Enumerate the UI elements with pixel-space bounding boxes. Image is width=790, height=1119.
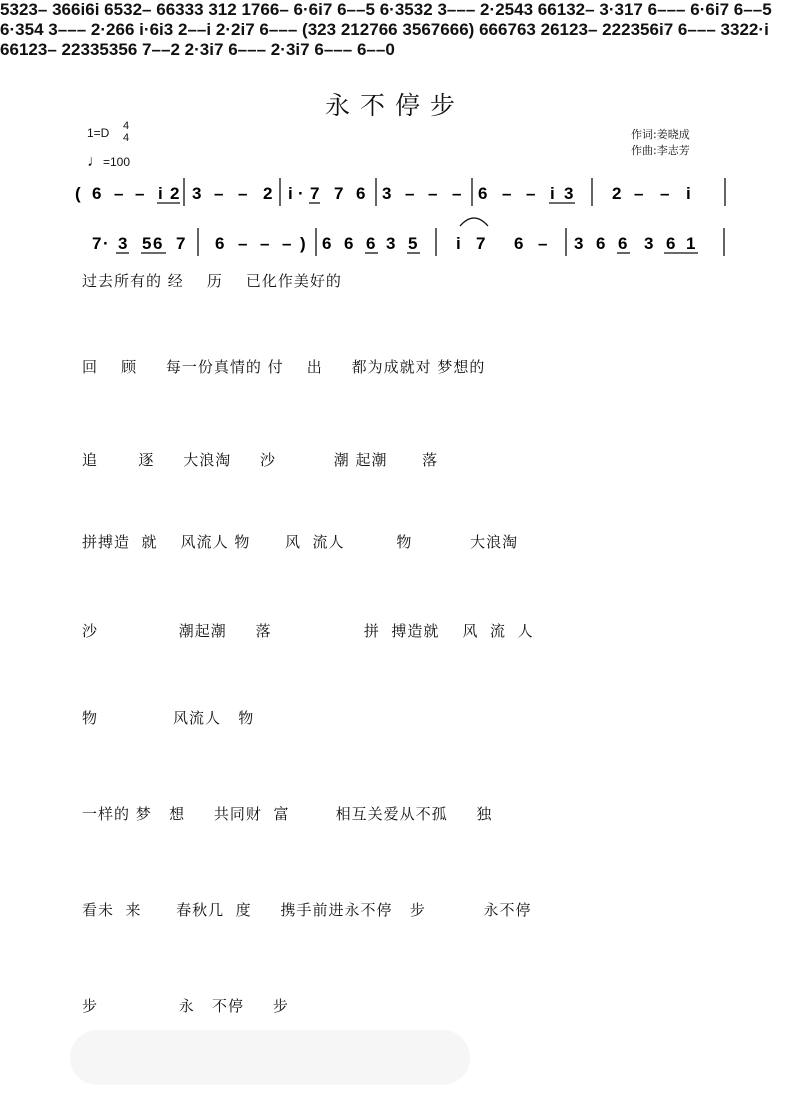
time-signature-bottom: 4	[123, 132, 130, 144]
score-row-1: ( 6 – – i 2 3 – – 2 i · 7 7 6 3 – – – 6 – – i 3 2 – – i	[75, 184, 691, 203]
quarter-note-icon: ♩	[87, 153, 103, 170]
lyric-line-5: 拼搏造 就 风流人 物 风 流人 物 大浪淘	[82, 533, 519, 551]
lyric-line-2: 过去所有的 经 历 已化作美好的	[82, 272, 342, 290]
lyric-line-7: 物 风流人 物	[82, 709, 255, 727]
tempo-value: =100	[103, 155, 131, 169]
score-row-10: 6––– 2·3i7 6––– 6––0	[228, 40, 395, 59]
score-row-5: 2·2543 66132– 3·317 6––– 6·6i7	[480, 0, 730, 19]
song-title: 永不停步	[324, 91, 465, 120]
key-signature: 1=D	[87, 126, 110, 140]
score-row-7: 2––i 2·2i7 6––– (323 212766 3567666)	[177, 20, 475, 39]
scan-smudge	[70, 1030, 470, 1085]
score-row-8: 666763 26123– 222356i7 6–––	[479, 20, 716, 39]
lyric-line-6: 沙 潮起潮 落 拼 搏造就 风 流 人	[82, 622, 534, 640]
lyric-line-10: 步 永 不停 步	[82, 997, 289, 1015]
lyric-line-4: 追 逐 大浪淘 沙 潮 起潮 落	[82, 451, 439, 469]
lyric-line-9: 看未 来 春秋几 度 携手前进永不停 步 永不停	[82, 901, 532, 919]
score-row-2: 7· 3 56 7 6 – – – ) 6 6 6 3 5 i 7 6 – 3 6 6 3 6 1	[92, 234, 696, 253]
score-row-9: 3322·i 66123– 22335356 7––2 2·3i7	[0, 20, 769, 59]
lyric-line-8: 一样的 梦 想 共同财 富 相互关爱从不孤 独	[82, 805, 493, 823]
score-row-4: 1766– 6·6i7 6––5 6·3532 3–––	[241, 0, 476, 19]
lyric-line-3: 回 顾 每一份真情的 付 出 都为成就对 梦想的	[82, 358, 486, 376]
time-signature-top: 4	[123, 120, 130, 132]
score-row-3: 5323– 366i6i 6532– 66333 312	[0, 0, 237, 19]
score-row-6: 6––5 6·354 3––– 2·266 i·6i3	[0, 0, 772, 39]
composer-credit: 作曲:李志芳	[631, 144, 690, 157]
lyricist-credit: 作词:姜晓成	[631, 128, 690, 141]
